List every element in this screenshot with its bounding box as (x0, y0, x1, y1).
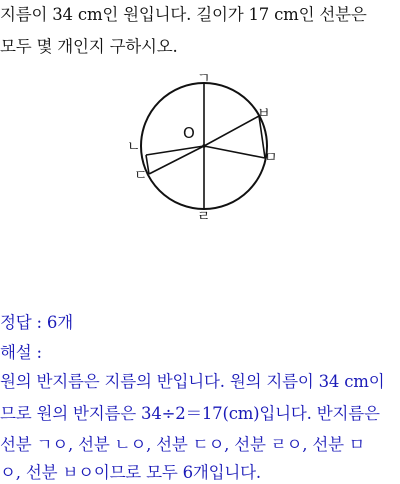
point-label-m: ㅁ (264, 150, 278, 166)
question-line-2: 모두 몇 개인지 구하시오. (0, 37, 178, 56)
center-label: O (183, 124, 195, 142)
center-point (202, 144, 206, 148)
solution-line-4: ㅇ, 선분 ㅂㅇ이므로 모두 6개입니다. (0, 463, 261, 482)
answer-line: 정답 : 6개 (0, 313, 73, 332)
point-label-b: ㅂ (257, 106, 271, 122)
point-label-g: ㄱ (197, 71, 211, 87)
solution-line-2: 므로 원의 반지름은 34÷2＝17(cm)입니다. 반지름은 (0, 404, 380, 423)
radius-segment-m (204, 146, 265, 158)
solution-line-3: 선분 ㄱㅇ, 선분 ㄴㅇ, 선분 ㄷㅇ, 선분 ㄹㅇ, 선분 ㅁ (0, 435, 365, 454)
radius-segment-b (204, 116, 259, 146)
solution-line-1: 원의 반지름은 지름의 반입니다. 원의 지름이 34 cm이 (0, 372, 385, 391)
circle-figure (130, 70, 280, 218)
question-line-1: 지름이 34 cm인 원입니다. 길이가 17 cm인 선분은 (0, 5, 367, 24)
point-label-r: ㄹ (197, 209, 211, 225)
solution-heading: 해설 : (0, 343, 42, 362)
point-label-d: ㄷ (134, 168, 148, 184)
point-label-n: ㄴ (127, 139, 141, 155)
